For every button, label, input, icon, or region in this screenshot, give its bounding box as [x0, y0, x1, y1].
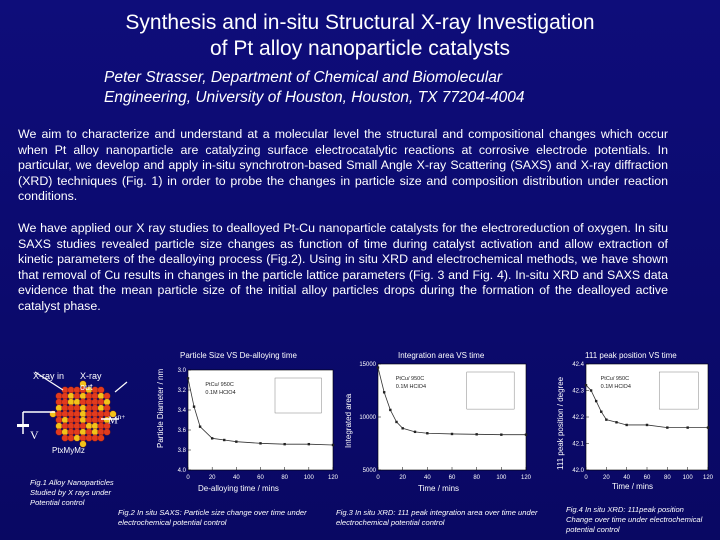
- atom-dot: [62, 429, 69, 436]
- atom-dot: [92, 417, 99, 424]
- x-tick-label: 20: [399, 475, 407, 480]
- atom-dot: [92, 399, 99, 406]
- x-tick-label: 0: [376, 475, 380, 480]
- atom-dot: [104, 393, 111, 400]
- atom-dot: [98, 393, 105, 400]
- atom-dot: [68, 411, 75, 418]
- y-tick-label: 4.0: [177, 468, 186, 474]
- electrode-plate: [17, 424, 29, 427]
- y-tick-label: 3.6: [177, 428, 186, 434]
- y-tick-label: 3.2: [177, 388, 186, 394]
- author-line-2: Engineering, University of Houston, Houston, TX 77204-4004: [104, 89, 525, 106]
- atom-dot: [68, 387, 75, 394]
- y-tick-label: 3.0: [177, 368, 186, 374]
- data-point: [193, 405, 195, 407]
- y-tick-label: 15000: [359, 362, 376, 368]
- data-point: [395, 421, 397, 423]
- atom-dot: [68, 429, 75, 436]
- xray-in-label: X-ray in: [33, 371, 65, 381]
- data-point: [707, 426, 709, 428]
- atom-dot: [92, 405, 99, 412]
- x-tick-label: 100: [303, 475, 314, 480]
- y-tick-label: 10000: [359, 415, 376, 421]
- atom-dot: [86, 423, 93, 430]
- title-line-1: Synthesis and in-situ Structural X-ray Investigation: [125, 11, 595, 34]
- legend-entry: 0.1M HClO4: [600, 384, 631, 390]
- chart1-plot: [164, 360, 339, 480]
- data-point: [646, 424, 648, 426]
- data-point: [283, 443, 285, 445]
- atom-dot: [56, 429, 63, 436]
- data-point: [525, 433, 527, 435]
- data-point: [401, 427, 403, 429]
- atom-dot: [62, 417, 69, 424]
- atom-dot: [56, 405, 63, 412]
- atom-dot: [92, 393, 99, 400]
- x-tick-label: 40: [623, 475, 631, 480]
- atom-dot: [80, 393, 87, 400]
- data-point: [625, 424, 627, 426]
- data-point: [666, 426, 668, 428]
- x-tick-label: 60: [257, 475, 264, 480]
- potential-label: V: [30, 428, 39, 442]
- data-point: [377, 366, 379, 368]
- inset-box: [275, 378, 321, 413]
- data-point: [500, 433, 502, 435]
- atom-dot: [104, 429, 111, 436]
- atom-dot: [62, 435, 69, 442]
- atom-dot: [74, 435, 81, 442]
- fig1-caption: Fig.1 Alloy Nanoparticles Studied by X rays under Potential control: [30, 478, 114, 507]
- atom-dot: [104, 405, 111, 412]
- chart3-xlabel: Time / mins: [612, 482, 654, 491]
- atom-dot: [92, 423, 99, 430]
- atom-dot: [92, 435, 99, 442]
- x-tick-label: 0: [584, 475, 588, 480]
- x-tick-label: 120: [702, 475, 714, 480]
- atom-dot: [80, 405, 87, 412]
- atom-dot: [74, 393, 81, 400]
- atom-dot: [98, 429, 105, 436]
- atom-dot: [62, 399, 69, 406]
- fig2-caption: Fig.2 In situ SAXS: Particle size change over time under electrochemical potential control: [118, 508, 307, 527]
- atom-dot: [86, 429, 93, 436]
- atom-dot: [86, 435, 93, 442]
- atom-dot: [62, 423, 69, 430]
- atom-dot: [92, 411, 99, 418]
- data-point: [211, 437, 213, 439]
- atom-dot: [86, 405, 93, 412]
- atom-dot: [74, 405, 81, 412]
- chart3-plot: [560, 360, 715, 480]
- legend-entry: 0.1M HClO4: [205, 390, 236, 396]
- intro-paragraph: We aim to characterize and understand at a molecular level the structural and compositional changes which occur when Pt alloy nanoparticle are catalyzing surface electrocatalytic reactions at corrosive electrode potentials. In particular, we develop and apply in-situ synchrotron-based Small Angle X-ray Scattering (SAXS) and X-ray diffraction (XRD) techniques (Fig. 1) in order to probe the changes in particle size and composition distribution under reaction conditions.: [18, 127, 668, 204]
- data-point: [585, 384, 587, 386]
- data-point: [235, 440, 237, 442]
- atom-dot: [80, 423, 87, 430]
- ion-label: $M^{n+}$: [108, 413, 126, 427]
- data-point: [308, 443, 310, 445]
- atom-dot: [56, 423, 63, 430]
- data-point: [605, 418, 607, 420]
- data-point: [187, 377, 189, 379]
- title-line-2: of Pt alloy nanoparticle catalysts: [210, 37, 510, 60]
- fig3-caption: Fig.3 In situ XRD: 111 peak integration area over time under electrochemical potential control: [336, 508, 538, 527]
- data-point: [590, 389, 592, 391]
- atom-dot: [98, 399, 105, 406]
- atom-dot: [80, 417, 87, 424]
- data-point: [426, 432, 428, 434]
- atom-dot: [86, 417, 93, 424]
- x-tick-label: 40: [423, 475, 431, 480]
- data-point: [615, 421, 617, 423]
- atom-dot: [56, 417, 63, 424]
- chart2-xlabel: Time / mins: [418, 484, 460, 493]
- legend-entry: PtCu/ 950C: [600, 376, 630, 382]
- chart1-title: Particle Size VS De-alloying time: [180, 351, 297, 360]
- y-tick-label: 42.1: [572, 441, 584, 448]
- atom-dot: [80, 399, 87, 406]
- xray-out-arrow: [115, 382, 127, 392]
- atom-dot: [98, 417, 105, 424]
- chart2-ylabel: Integrated area: [344, 393, 353, 448]
- atom-dot: [68, 399, 75, 406]
- x-tick-label: 60: [643, 475, 651, 480]
- x-tick-label: 40: [232, 475, 240, 480]
- author-affiliation: [104, 68, 684, 108]
- x-tick-label: 20: [208, 475, 216, 480]
- data-point: [414, 431, 416, 433]
- inset-box: [659, 372, 698, 409]
- x-tick-label: 120: [520, 475, 532, 480]
- atom-dot: [68, 405, 75, 412]
- x-tick-label: 60: [448, 475, 456, 480]
- y-tick-label: 3.4: [177, 408, 186, 414]
- legend-entry: 0.1M HClO4: [395, 384, 427, 390]
- data-point: [199, 425, 201, 427]
- atom-dot: [74, 417, 81, 424]
- x-tick-label: 100: [496, 475, 507, 480]
- atom-dot: [56, 393, 63, 400]
- fig4-caption: Fig.4 In situ XRD: 111peak position Change over time under electrochemical potential control: [566, 505, 703, 534]
- x-tick-label: 80: [663, 475, 671, 480]
- atom-dot: [74, 399, 81, 406]
- atom-dot: [104, 399, 111, 406]
- data-point: [389, 409, 391, 411]
- atom-dot: [74, 423, 81, 430]
- inset-box: [467, 372, 514, 409]
- y-tick-label: 5000: [362, 468, 376, 474]
- data-point: [475, 433, 477, 435]
- y-tick-label: 42.0: [572, 468, 584, 474]
- x-tick-label: 120: [327, 475, 339, 480]
- alloy-formula: PtxMyMz: [52, 446, 85, 455]
- x-tick-label: 20: [602, 475, 610, 480]
- data-point: [383, 391, 385, 393]
- chart2-plot: [352, 360, 532, 480]
- atom-dot: [56, 399, 63, 406]
- atom-dot: [74, 411, 81, 418]
- atom-dot: [68, 393, 75, 400]
- atom-dot: [80, 429, 87, 436]
- data-point: [686, 426, 688, 428]
- data-point: [223, 439, 225, 441]
- slide-title: [40, 10, 680, 62]
- atom-dot: [80, 411, 87, 418]
- data-point: [259, 442, 261, 444]
- x-tick-label: 100: [682, 475, 693, 480]
- atom-dot: [74, 429, 81, 436]
- x-tick-label: 80: [473, 475, 481, 480]
- atom-dot: [98, 405, 105, 412]
- xray-out-label: X-ray out: [80, 371, 102, 392]
- atom-dot: [86, 399, 93, 406]
- legend-entry: PtCu/ 950C: [395, 376, 425, 382]
- data-point: [600, 411, 602, 413]
- atom-dot: [68, 423, 75, 430]
- atom-dot: [62, 405, 69, 412]
- data-point: [595, 400, 597, 402]
- data-point: [332, 444, 334, 446]
- atom-dot: [62, 411, 69, 418]
- chart1-xlabel: De-alloying time / mins: [198, 484, 279, 493]
- atom-dot: [80, 435, 87, 442]
- atom-dot: [68, 435, 75, 442]
- y-tick-label: 42.2: [572, 415, 584, 421]
- atom-dot: [92, 429, 99, 436]
- atom-dot: [98, 411, 105, 418]
- y-tick-label: 42.4: [572, 362, 584, 368]
- x-tick-label: 0: [186, 475, 190, 480]
- author-line-1: Peter Strasser, Department of Chemical and Biomolecular: [104, 69, 503, 86]
- atom-dot: [62, 393, 69, 400]
- atom-dot: [56, 411, 63, 418]
- x-tick-label: 80: [281, 475, 289, 480]
- chart3-title: 111 peak position VS time: [585, 351, 677, 360]
- chart2-title: Integration area VS time: [398, 351, 485, 360]
- data-point: [451, 433, 453, 435]
- atom-dot: [68, 417, 75, 424]
- chart1-ylabel: Particle Diameter / nm: [156, 368, 165, 448]
- y-tick-label: 3.8: [177, 448, 186, 454]
- legend-entry: PtCu/ 950C: [205, 382, 234, 388]
- atom-dot: [86, 411, 93, 418]
- atom-dot: [98, 435, 105, 442]
- results-paragraph: We have applied our X ray studies to dealloyed Pt-Cu nanoparticle catalysts for the electroreduction of oxygen. In situ SAXS studies revealed particle size changes as function of time during catalyst activation and allow extraction of kinetic parameters of the dealloying process (Fig.2). Using in situ XRD and electrochemical methods, we have shown that removal of Cu results in changes in the particle lattice parameters (Fig. 3 and Fig. 4). In-situ XRD and SAXS data evidence that the mean particle size of the initial alloy particles drops during the formation of the dealloyed active catalyst phase.: [18, 221, 668, 313]
- chart3-ylabel: 111 peak position / degree: [556, 376, 565, 470]
- atom-dot: [98, 423, 105, 430]
- y-tick-label: 42.3: [572, 388, 584, 395]
- atom-dot: [86, 393, 93, 400]
